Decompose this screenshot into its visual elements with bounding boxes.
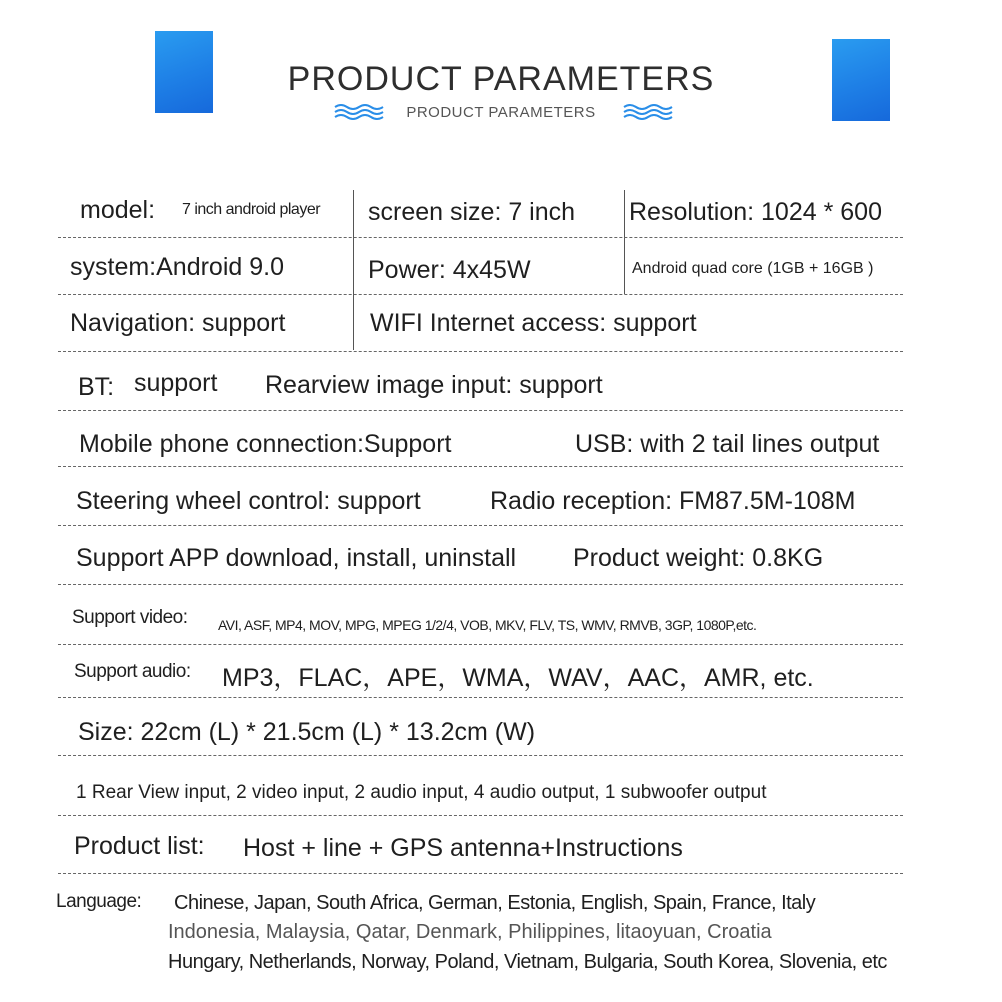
row-divider <box>58 351 903 352</box>
video-formats: AVI, ASF, MP4, MOV, MPG, MPEG 1/2/4, VOB, MKV, FLV, TS, WMV, RMVB, 3GP, 1080P,etc. <box>218 617 757 633</box>
resolution-spec: Resolution: 1024 * 600 <box>629 198 882 226</box>
usb-spec: USB: with 2 tail lines output <box>575 430 880 458</box>
row-divider <box>58 525 903 526</box>
audio-label: Support audio: <box>74 661 191 682</box>
row-divider <box>58 697 903 698</box>
row-divider <box>58 873 903 874</box>
column-divider <box>624 190 625 294</box>
steering-wheel-spec: Steering wheel control: support <box>76 487 421 515</box>
bt-label: BT: <box>78 373 115 401</box>
model-label: model: <box>80 196 156 224</box>
bt-value: support <box>134 369 218 397</box>
app-support-spec: Support APP download, install, uninstall <box>76 544 517 572</box>
page-subtitle: PRODUCT PARAMETERS <box>406 104 596 121</box>
page-title: PRODUCT PARAMETERS <box>287 60 715 98</box>
io-spec: 1 Rear View input, 2 video input, 2 audio input, 4 audio output, 1 subwoofer output <box>76 782 767 803</box>
weight-spec: Product weight: 0.8KG <box>573 544 824 572</box>
language-line-1: Chinese, Japan, South Africa, German, Estonia, English, Spain, France, Italy <box>174 892 816 914</box>
product-list-label: Product list: <box>74 832 205 860</box>
screen-size-spec: screen size: 7 inch <box>368 198 576 226</box>
wave-icon-right <box>622 103 674 121</box>
system-spec: system:Android 9.0 <box>70 253 284 281</box>
language-line-3: Hungary, Netherlands, Norway, Poland, Vietnam, Bulgaria, South Korea, Slovenia, etc <box>168 951 887 973</box>
column-divider <box>353 190 354 350</box>
row-divider <box>58 237 903 238</box>
product-list-value: Host + line + GPS antenna+Instructions <box>243 834 683 862</box>
row-divider <box>58 294 903 295</box>
row-divider <box>58 755 903 756</box>
language-line-2: Indonesia, Malaysia, Qatar, Denmark, Philippines, litaoyuan, Croatia <box>168 921 772 943</box>
row-divider <box>58 584 903 585</box>
size-spec: Size: 22cm (L) * 21.5cm (L) * 13.2cm (W) <box>78 718 536 746</box>
audio-formats: MP3，FLAC，APE，WMA，WAV，AAC，AMR, etc. <box>222 664 814 692</box>
rearview-spec: Rearview image input: support <box>265 371 603 399</box>
row-divider <box>58 410 903 411</box>
radio-spec: Radio reception: FM87.5M-108M <box>490 487 856 515</box>
language-label: Language: <box>56 891 142 912</box>
power-spec: Power: 4x45W <box>368 256 531 284</box>
row-divider <box>58 815 903 816</box>
navigation-spec: Navigation: support <box>70 309 286 337</box>
mobile-connection-spec: Mobile phone connection:Support <box>79 430 452 458</box>
row-divider <box>58 466 903 467</box>
wifi-spec: WIFI Internet access: support <box>370 309 697 337</box>
model-value: 7 inch android player <box>182 201 321 218</box>
cpu-spec: Android quad core (1GB + 16GB ) <box>632 260 874 277</box>
row-divider <box>58 644 903 645</box>
video-label: Support video: <box>72 607 188 628</box>
